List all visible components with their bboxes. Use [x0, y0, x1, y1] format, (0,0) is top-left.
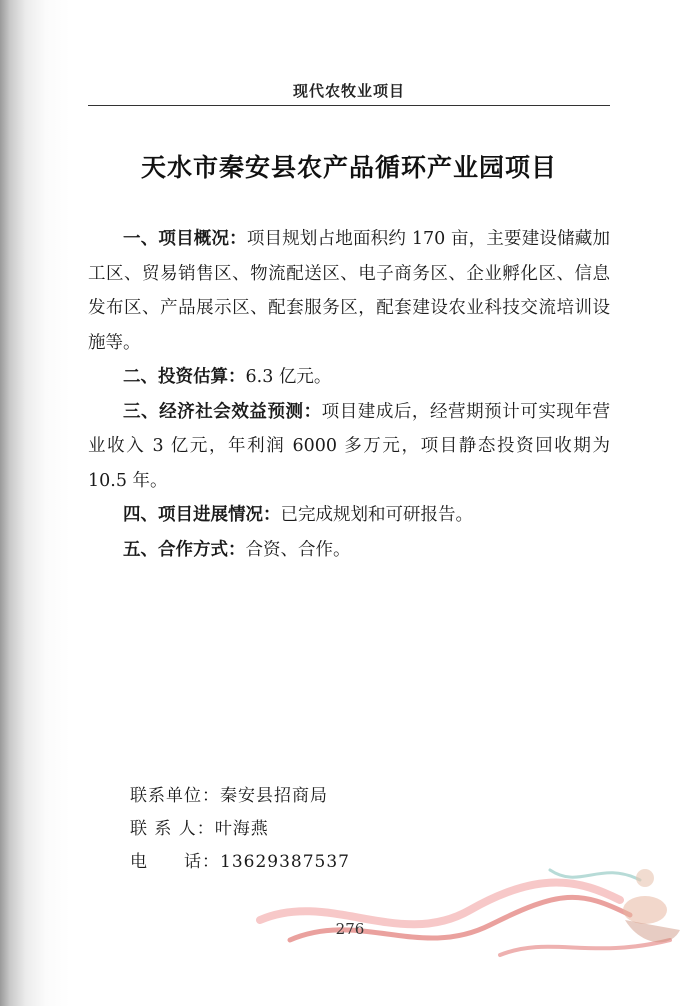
- contact-value: 秦安县招商局: [220, 786, 328, 806]
- section-label: 四、项目进展情况：: [123, 505, 281, 525]
- section-text: 合资、合作。: [245, 539, 351, 560]
- section-text: 项目规划占地面积约 170 亩，主要建设储藏加工区、贸易销售区、物流配送区、电子商务区、企业孵化区、信息发布区、产品展示区、配套服务区，配套建设农业科技交流培训设施等。: [88, 229, 611, 353]
- section-progress: [88, 498, 610, 533]
- section-label: 一、项目概况：: [123, 229, 247, 249]
- section-benefits: [88, 395, 610, 499]
- header-rule: [88, 105, 610, 106]
- flying-apsara-ribbon-decoration: [250, 850, 690, 970]
- contact-label: 电 话：: [130, 852, 220, 872]
- section-label: 三、经济社会效益预测：: [123, 401, 322, 422]
- figure-head: [636, 869, 654, 887]
- section-label: 五、合作方式：: [123, 539, 246, 560]
- contact-label: 联 系 人：: [130, 819, 215, 839]
- contact-label: 联系单位：: [130, 786, 220, 806]
- ribbon-red-lower: [500, 940, 670, 955]
- section-text: 已完成规划和可研报告。: [280, 505, 473, 525]
- contact-value: 叶海燕: [214, 819, 269, 839]
- contact-person: [130, 813, 350, 846]
- document-body: [88, 222, 610, 567]
- section-cooperation: [88, 533, 610, 568]
- page-number: 276: [335, 920, 365, 938]
- contact-unit: [130, 780, 350, 813]
- section-text: 项目建成后，经营期预计可实现年营业收入 3 亿元，年利润 6000 多万元，项目静态投资回收期为 10.5 年。: [88, 401, 611, 491]
- contact-value: 13629387537: [220, 852, 350, 872]
- ribbon-pink: [260, 883, 620, 925]
- section-text: 6.3 亿元。: [245, 367, 332, 387]
- section-overview: [88, 222, 610, 360]
- section-investment: [88, 360, 610, 395]
- ribbon-teal: [550, 870, 640, 880]
- section-label: 二、投资估算：: [123, 367, 246, 387]
- running-header: 现代农牧业项目: [292, 82, 405, 100]
- document-title: 天水市秦安县农产品循环产业园项目: [140, 153, 557, 182]
